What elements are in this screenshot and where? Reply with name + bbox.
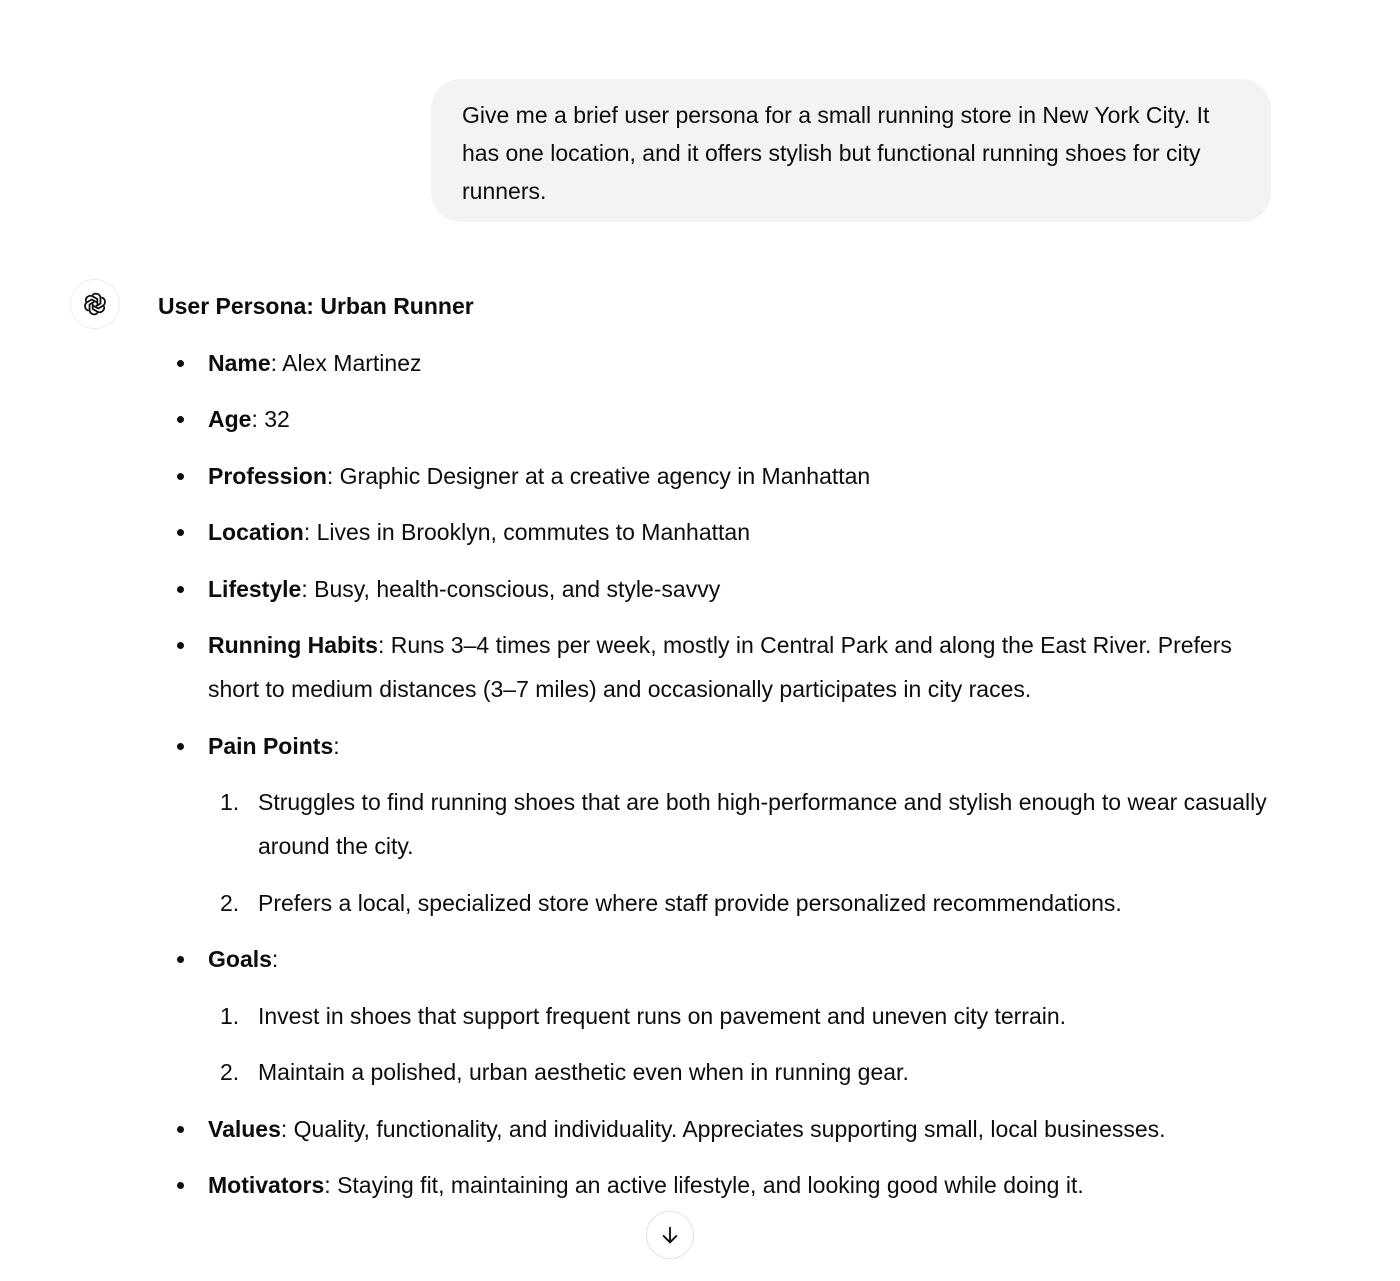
persona-item-lifestyle (158, 567, 1268, 611)
persona-item-pain-points (158, 724, 1268, 925)
persona-item-separator: : (324, 1172, 338, 1198)
persona-item-value: Runs 3–4 times per week, mostly in Central Park and along the East River. Prefers short to medium distances (3–7 miles) and occasionally participates in city races. (208, 632, 1232, 702)
subitem-text: Prefers a local, specialized store where staff provide personalized recommendations. (258, 889, 1122, 916)
persona-attributes-list (158, 341, 1268, 1208)
persona-item-label: Pain Points (208, 732, 334, 759)
subitem-number: 2. (220, 889, 240, 916)
persona-item-value: Staying fit, maintaining an active lifestyle, and looking good while doing it. (337, 1172, 1084, 1198)
persona-title: User Persona: Urban Runner (158, 293, 474, 319)
persona-item-label: Motivators (208, 1172, 325, 1198)
persona-item-label: Running Habits (208, 632, 378, 658)
subitem-text: Maintain a polished, urban aesthetic even when in running gear. (258, 1059, 909, 1085)
assistant-avatar (70, 279, 120, 329)
persona-item-label: Lifestyle (208, 575, 302, 602)
persona-item-separator: : (377, 632, 391, 658)
persona-item-label: Values (208, 1115, 281, 1142)
persona-subitem (208, 994, 1268, 1038)
persona-item-value: 32 (264, 406, 290, 432)
scroll-to-bottom-button[interactable] (646, 1211, 694, 1259)
persona-item-age (158, 397, 1268, 441)
assistant-message (158, 284, 1268, 1207)
persona-item-value: Graphic Designer at a creative agency in Manhattan (339, 462, 871, 489)
persona-item-value: Alex Martinez (282, 349, 422, 376)
persona-item-motivators (158, 1163, 1268, 1207)
subitem-text: Struggles to find running shoes that are both high-performance and stylish enough to wear casually around the city. (258, 789, 1267, 859)
openai-logo-icon (81, 290, 109, 318)
subitem-text: Invest in shoes that support frequent runs on pavement and uneven city terrain. (258, 1002, 1067, 1029)
persona-item-goals (158, 937, 1268, 1094)
persona-sublist (208, 780, 1268, 925)
persona-item-label: Goals (208, 946, 272, 972)
persona-item-value: Quality, functionality, and individuality. Appreciates supporting small, local businesses. (293, 1115, 1166, 1142)
user-message-bubble (431, 79, 1271, 222)
persona-sublist (208, 994, 1268, 1095)
persona-item-separator: : (333, 732, 340, 759)
persona-subitem (208, 1050, 1268, 1094)
persona-item-value: Lives in Brooklyn, commutes to Manhattan (316, 519, 750, 545)
persona-item-separator: : (251, 406, 265, 432)
subitem-number: 1. (220, 789, 240, 815)
persona-item-label: Age (208, 406, 252, 432)
persona-item-separator: : (326, 462, 340, 489)
persona-item-separator: : (301, 575, 315, 602)
persona-item-separator: : (271, 946, 279, 972)
arrow-down-icon (659, 1224, 681, 1246)
persona-item-value: Busy, health-conscious, and style-savvy (314, 575, 721, 602)
persona-item-separator: : (280, 1115, 294, 1142)
subitem-number: 2. (220, 1059, 240, 1085)
persona-item-label: Profession (208, 462, 327, 489)
persona-item-profession (158, 454, 1268, 498)
persona-item-running-habits (158, 623, 1268, 711)
subitem-number: 1. (220, 1002, 240, 1029)
user-message-text: Give me a brief user persona for a small running store in New York City. It has one location, and it offers stylish but functional running shoes for city runners. (462, 102, 1210, 204)
persona-item-name (158, 341, 1268, 385)
persona-subitem (208, 881, 1268, 925)
persona-item-separator: : (303, 519, 317, 545)
persona-item-separator: : (270, 349, 283, 376)
persona-item-label: Name (208, 349, 271, 376)
persona-item-values (158, 1107, 1268, 1151)
persona-subitem (208, 780, 1268, 868)
persona-item-location (158, 510, 1268, 554)
persona-item-label: Location (208, 519, 304, 545)
